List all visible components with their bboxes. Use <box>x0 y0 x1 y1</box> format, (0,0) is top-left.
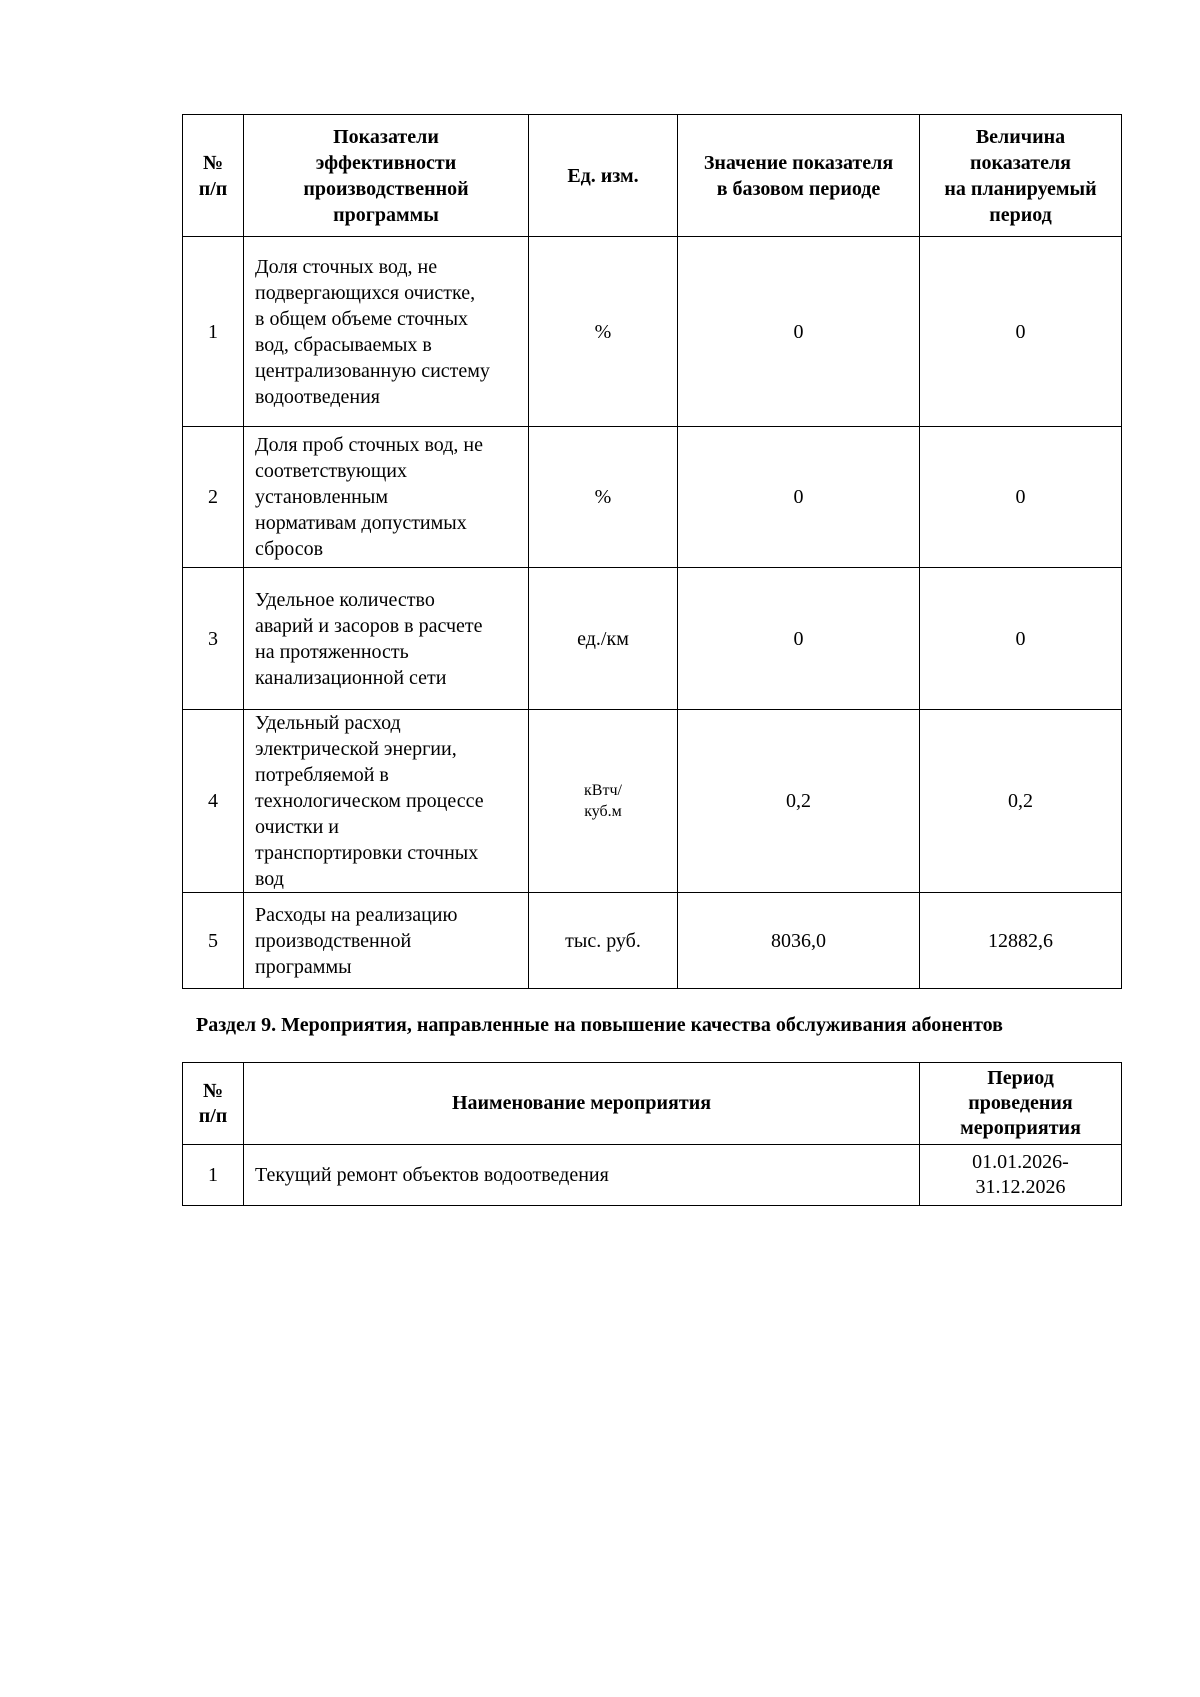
table-row <box>183 710 1122 893</box>
row-indicator-name: Доля сточных вод, не подвергающихся очистке, в общем объеме сточных вод, сбрасываемых в централизованную систему водоотведения <box>244 237 529 427</box>
service-quality-measures-table <box>182 1062 1122 1206</box>
row-indicator-name: Удельное количество аварий и засоров в расчете на протяженность канализационной сети <box>244 568 529 710</box>
row-unit: кВтч/ куб.м <box>529 710 678 893</box>
header-num: № п/п <box>183 115 244 237</box>
row-planned-value: 0 <box>920 427 1122 568</box>
row-base-value: 0 <box>678 568 920 710</box>
table-row <box>183 1145 1122 1206</box>
row-num: 4 <box>183 710 244 893</box>
row-unit: ед./км <box>529 568 678 710</box>
row-indicator-name: Расходы на реализацию производственной программы <box>244 893 529 989</box>
row-num: 1 <box>183 237 244 427</box>
row-planned-value: 0 <box>920 237 1122 427</box>
header-base-value: Значение показателя в базовом периоде <box>678 115 920 237</box>
row-unit: % <box>529 237 678 427</box>
row-period: 01.01.2026- 31.12.2026 <box>920 1145 1122 1206</box>
header-planned-value: Величина показателя на планируемый период <box>920 115 1122 237</box>
table-header-row <box>183 1063 1122 1145</box>
header-num: № п/п <box>183 1063 244 1145</box>
table-row <box>183 237 1122 427</box>
row-num: 3 <box>183 568 244 710</box>
row-indicator-name: Доля проб сточных вод, не соответствующих установленным нормативам допустимых сбросов <box>244 427 529 568</box>
row-base-value: 0 <box>678 427 920 568</box>
table-row <box>183 568 1122 710</box>
row-num: 5 <box>183 893 244 989</box>
header-indicator: Показатели эффективности производственной программы <box>244 115 529 237</box>
row-planned-value: 0 <box>920 568 1122 710</box>
row-num: 1 <box>183 1145 244 1206</box>
row-unit: тыс. руб. <box>529 893 678 989</box>
performance-indicators-table <box>182 114 1122 989</box>
row-base-value: 0,2 <box>678 710 920 893</box>
row-measure-name: Текущий ремонт объектов водоотведения <box>244 1145 920 1206</box>
row-planned-value: 12882,6 <box>920 893 1122 989</box>
row-num: 2 <box>183 427 244 568</box>
table-header-row <box>183 115 1122 237</box>
section-9-title: Раздел 9. Мероприятия, направленные на повышение качества обслуживания абонентов <box>196 1014 1003 1036</box>
table-row <box>183 893 1122 989</box>
row-unit: % <box>529 427 678 568</box>
row-base-value: 0 <box>678 237 920 427</box>
header-period: Период проведения мероприятия <box>920 1063 1122 1145</box>
table-row <box>183 427 1122 568</box>
row-indicator-name: Удельный расход электрической энергии, потребляемой в технологическом процессе очистки и транспортировки сточных вод <box>244 710 529 893</box>
header-measure-name: Наименование мероприятия <box>244 1063 920 1145</box>
header-unit: Ед. изм. <box>529 115 678 237</box>
row-base-value: 8036,0 <box>678 893 920 989</box>
row-planned-value: 0,2 <box>920 710 1122 893</box>
